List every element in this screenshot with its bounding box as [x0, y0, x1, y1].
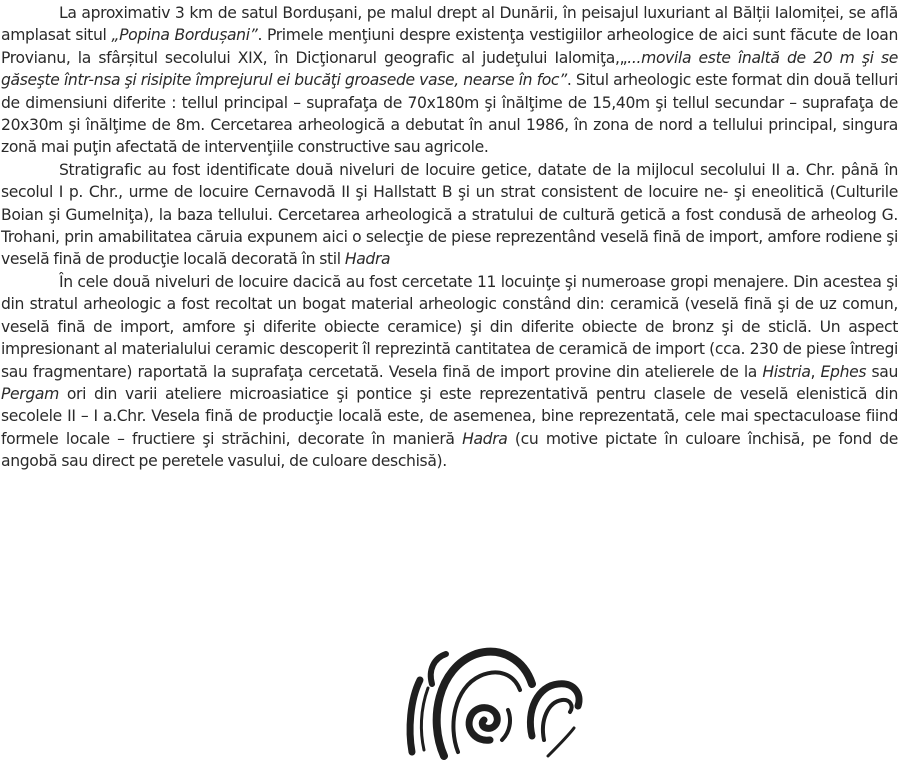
- paragraph-1-segment: . Situl arheologic este format din două telluri de dimensiuni diferite : tellul principal – suprafaţa de 70x180m şi înălţime de 15,40m şi tellul secundar – suprafaţa de 20x30m şi înălţime de 8m. Cercetarea arheologică a debutat în anul 1986, în zona de nord a tellului principal, singura zonă mai puţin afectată de intervenţiile constructive sau agricole.: [1, 71, 898, 157]
- painted-spiral-motif-icon: [398, 640, 590, 760]
- paragraph-3-segment: Ephes: [820, 362, 867, 381]
- paragraph-1-segment: ...movila este înaltă de 20 m şi se găseşte într-nsa şi risipite împrejurul ei bucăţi groasede vase, nearse în foc”: [1, 48, 898, 90]
- paragraph-1-segment: . Primele menţiuni despre existenţa vestigiilor arheologice de aici sunt făcute de Ioan Provianu, la sfârșitul secolului XIX, în Dicţionarul geografic al judeţului Ialomiţa,„: [1, 26, 898, 67]
- paragraph-3-segment: ,: [810, 362, 821, 381]
- paragraph-3-segment: ori din varii ateliere microasiatice şi pontice şi este reprezentativă pentru clasele de veselă elenistică din secolele II – I a.Chr. Vesela fină de producţie locală este, de asemenea, bine reprezentată, cele mai spectaculoase fiind formele locale – fructiere şi străchini, decorate în manieră: [1, 384, 898, 448]
- paragraph-1: [1, 2, 898, 159]
- paragraph-3-segment: Histria: [762, 362, 811, 381]
- paragraph-2: [1, 159, 898, 271]
- paragraph-3-segment: Pergam: [1, 384, 59, 403]
- paragraph-2-segment: Hadra: [344, 250, 391, 269]
- paragraph-3-segment: (cu motive pictate în culoare închisă, pe fond de angobă sau direct pe peretele vasului, de culoare deschisă).: [1, 429, 898, 471]
- paragraph-2-segment: Stratigrafic au fost identificate două niveluri de locuire getice, datate de la mijlocul secolului II a. Chr. până în secolul I p. Chr., urme de locuire Cernavodă II şi Hallstatt B şi un strat consistent de locuire ne- şi eneolitică (Culturile Boian şi Gumelniţa), la baza tellului. Cercetarea arheologică a stratului de cultură getică a fost condusă de arheolog G. Trohani, prin amabilitatea căruia expunem aici o selecţie de piese reprezentând veselă fină de import, amfore rodiene şi veselă fină de producţie locală decorată în stil: [1, 160, 898, 269]
- paragraph-3: [1, 271, 898, 473]
- spiral-motif-drawing: [398, 640, 590, 760]
- paragraph-3-segment: În cele două niveluri de locuire dacică au fost cercetate 11 locuinţe şi numeroase gropi menajere. Din acestea şi din stratul arheologic a fost recoltat un bogat material arheologic constând din: ceramică (veselă fină şi de uz comun, veselă fină de import, amfore şi diferite obiecte ceramice) şi din diferite obiecte de bronz şi de sticlă. Un aspect impresionant al materialului ceramic descoperit îl reprezintă cantitatea de ceramică de import (cca. 230 de piese întregi sau fragmentare) raportată la suprafaţa cercetată. Vesela fină de import provine din atelierele de la: [1, 272, 898, 381]
- paragraph-3-segment: Hadra: [462, 429, 508, 448]
- paragraph-1-segment: „Popina Bordușani”: [111, 26, 258, 45]
- paragraph-1-segment: La aproximativ 3 km de satul Bordușani, pe malul drept al Dunării, în peisajul luxuriant al Bălții Ialomiței, se află amplasat situl: [1, 4, 898, 45]
- article-text: [1, 2, 898, 473]
- paragraph-3-segment: sau: [866, 362, 899, 381]
